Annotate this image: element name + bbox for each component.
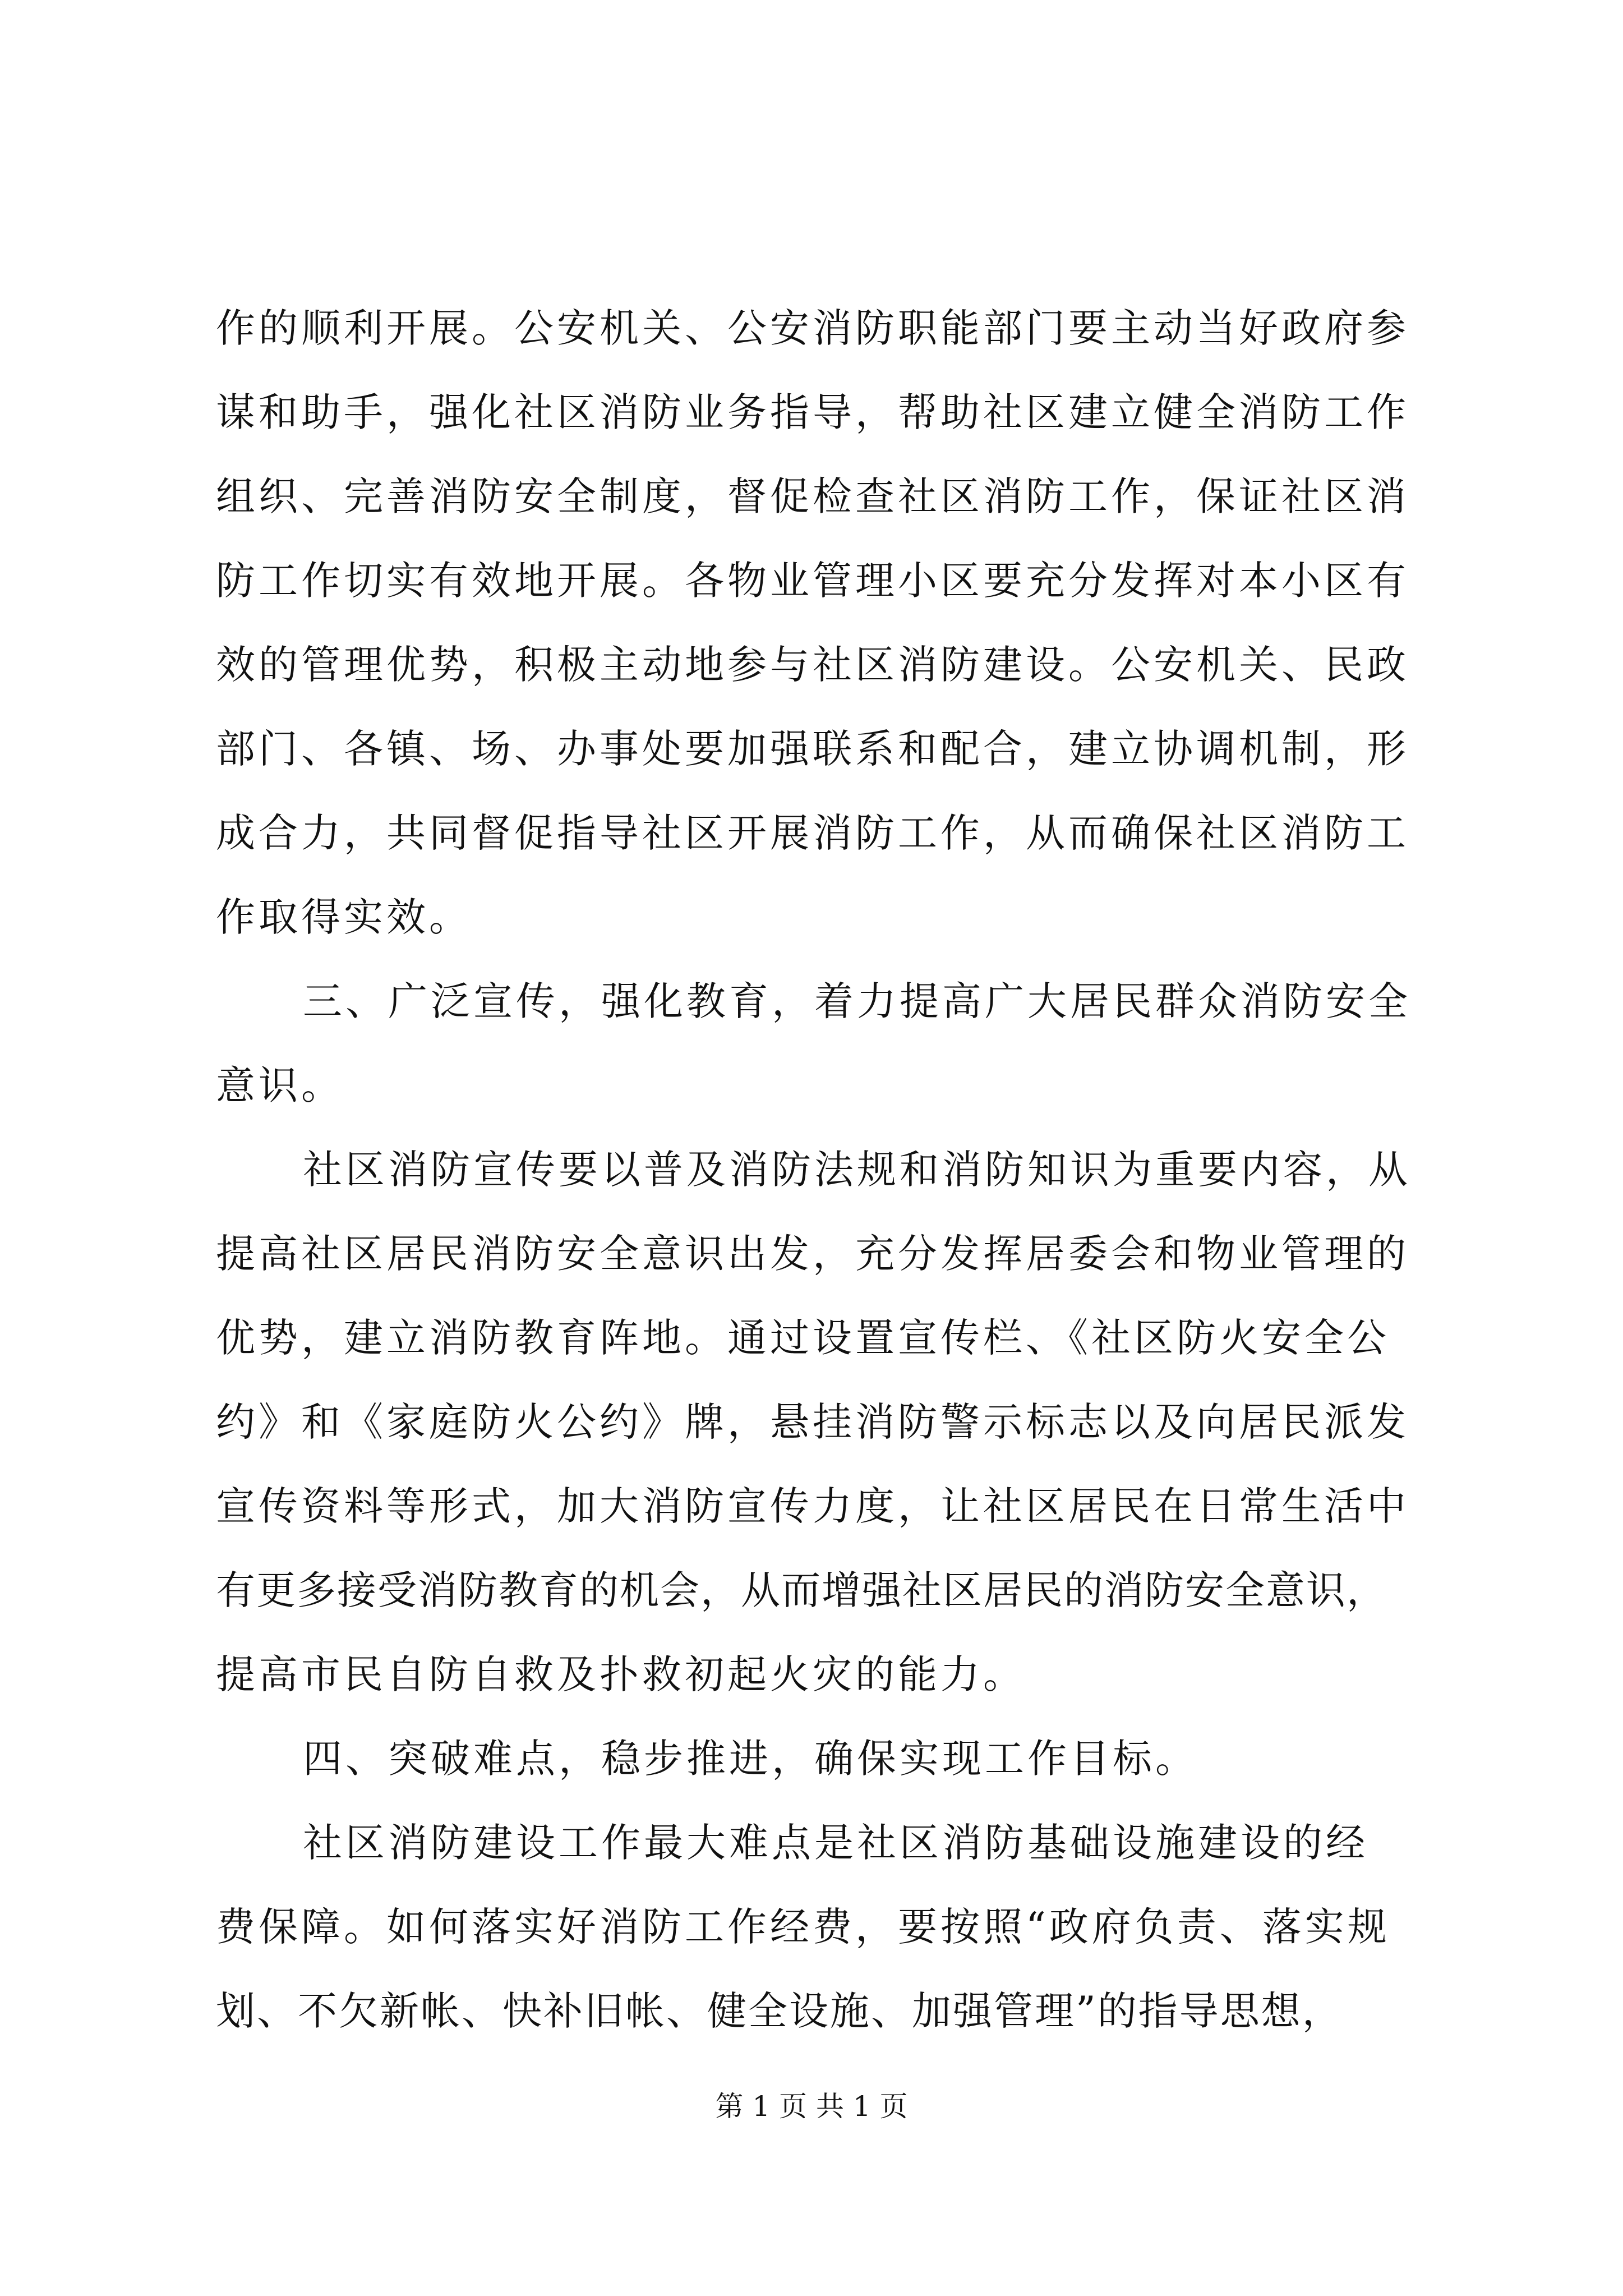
text-line: 提高社区居民消防安全意识出发，充分发挥居委会和物业管理的 bbox=[216, 1231, 1409, 1277]
text-line: 作的顺利开展。公安机关、公安消防职能部门要主动当好政府参 bbox=[216, 305, 1409, 351]
text-line: 约》和《家庭防火公约》牌，悬挂消防警示标志以及向居民派发 bbox=[216, 1399, 1409, 1445]
text-line: 部门、各镇、场、办事处要加强联系和配合，建立协调机制，形 bbox=[216, 726, 1409, 772]
section-heading-cont: 意识。 bbox=[216, 1062, 344, 1108]
text-line: 费保障。如何落实好消防工作经费，要按照“政府负责、落实规 bbox=[216, 1904, 1390, 1950]
text-line: 社区消防宣传要以普及消防法规和消防知识为重要内容，从 bbox=[303, 1147, 1411, 1193]
section-heading: 四、突破难点，稳步推进，确保实现工作目标。 bbox=[303, 1736, 1198, 1782]
text-line: 谋和助手，强化社区消防业务指导，帮助社区建立健全消防工作 bbox=[216, 389, 1409, 435]
section-heading: 三、广泛宣传，强化教育，着力提高广大居民群众消防安全 bbox=[303, 978, 1411, 1024]
text-line: 成合力，共同督促指导社区开展消防工作，从而确保社区消防工 bbox=[216, 810, 1409, 856]
text-line: 划、不欠新帐、快补旧帐、健全设施、加强管理”的指导思想， bbox=[216, 1988, 1343, 2034]
text-line: 提高市民自防自救及扑救初起火灾的能力。 bbox=[216, 1651, 1026, 1697]
text-line: 组织、完善消防安全制度，督促检查社区消防工作，保证社区消 bbox=[216, 473, 1409, 519]
text-line: 宣传资料等形式，加大消防宣传力度，让社区居民在日常生活中 bbox=[216, 1483, 1409, 1529]
text-line: 有更多接受消防教育的机会，从而增强社区居民的消防安全意识， bbox=[216, 1567, 1387, 1613]
text-line: 效的管理优势，积极主动地参与社区消防建设。公安机关、民政 bbox=[216, 642, 1409, 688]
text-line: 优势，建立消防教育阵地。通过设置宣传栏、《社区防火安全公 bbox=[216, 1315, 1390, 1361]
text-line: 作取得实效。 bbox=[216, 894, 472, 940]
page-footer: 第 1 页 共 1 页 bbox=[715, 2090, 908, 2123]
text-line: 社区消防建设工作最大难点是社区消防基础设施建设的经 bbox=[303, 1820, 1368, 1866]
text-line: 防工作切实有效地开展。各物业管理小区要充分发挥对本小区有 bbox=[216, 558, 1409, 604]
